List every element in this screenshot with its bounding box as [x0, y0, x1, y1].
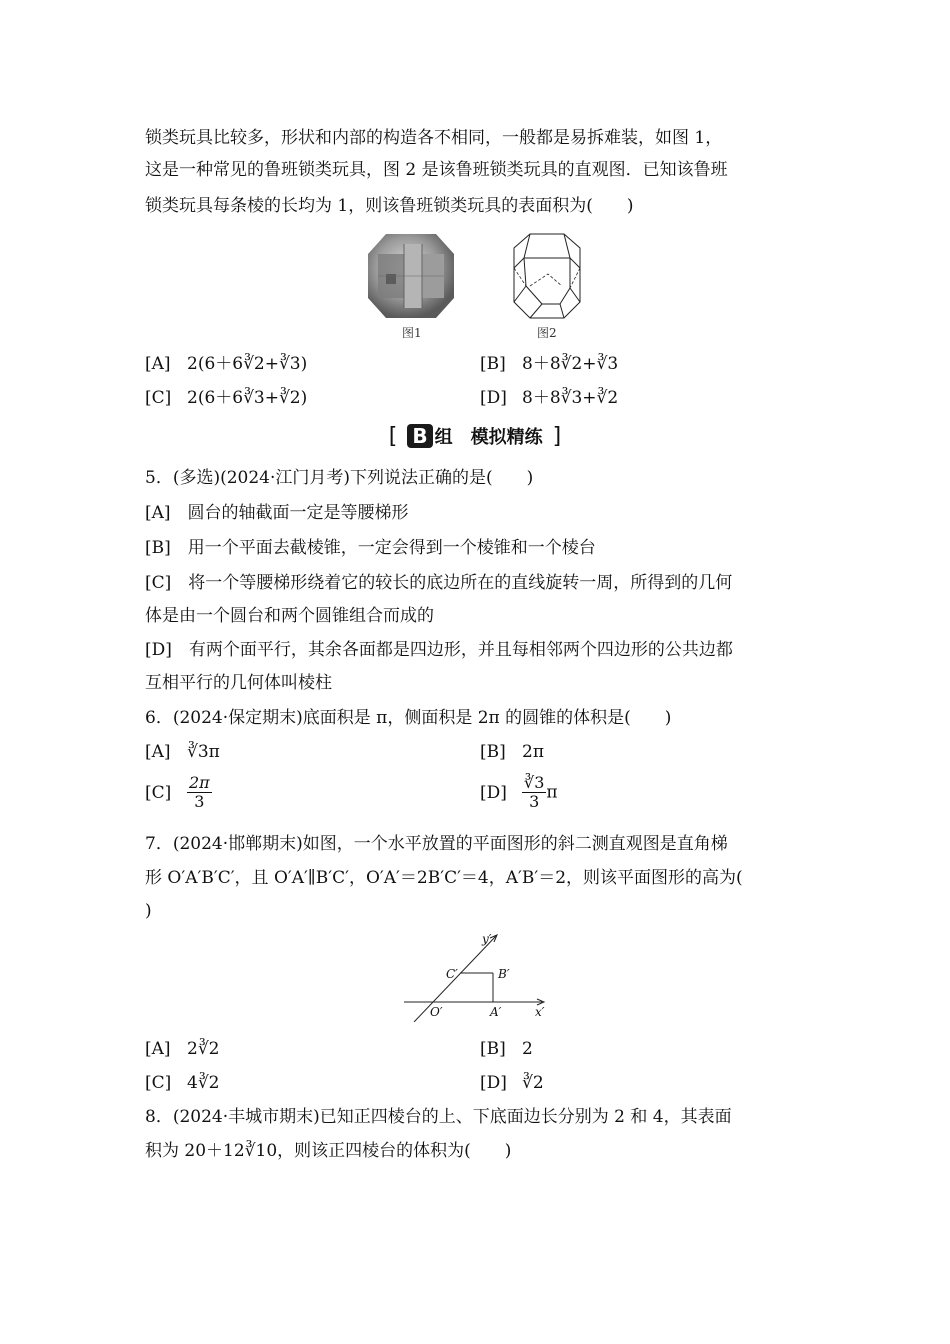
q7-option-b: [B] 2 [480, 1039, 533, 1059]
point-o-label: O′ [430, 1005, 443, 1019]
y-axis-label: y′ [482, 932, 492, 946]
group-b-badge: B [407, 424, 432, 448]
point-a-label: A′ [490, 1005, 502, 1019]
q7-line-3: ) [145, 901, 152, 921]
q4-line-1: 锁类玩具比较多，形状和内部的构造各不相同，一般都是易拆难装，如图 1， [145, 128, 723, 148]
section-b-header: [ B 组 模拟精练 ] [388, 424, 562, 449]
q4-line-2: 这是一种常见的鲁班锁类玩具，图 2 是该鲁班锁类玩具的直观图．已知该鲁班 [145, 160, 728, 180]
q4-option-a: [A] 2(6＋6∛2+∛3) [145, 354, 308, 374]
q8-line-2: 积为 20＋12∛10，则该正四棱台的体积为( ) [145, 1141, 512, 1161]
q4-option-b: [B] 8＋8∛2+∛3 [480, 354, 619, 374]
q5-option-d-cont: 互相平行的几何体叫棱柱 [145, 673, 332, 693]
q5-option-b: [B] 用一个平面去截棱锥，一定会得到一个棱锥和一个棱台 [145, 538, 596, 558]
point-b-label: B′ [498, 967, 510, 981]
q4-line-3: 锁类玩具每条棱的长均为 1，则该鲁班锁类玩具的表面积为( ) [145, 196, 634, 216]
q4-option-d: [D] 8＋8∛3+∛2 [480, 388, 619, 408]
x-axis-label: x′ [535, 1005, 545, 1019]
q8-line-1: 8．(2024·丰城市期末)已知正四棱台的上、下底面边长分别为 2 和 4，其表面 [145, 1107, 732, 1127]
q6-option-c: [C] $\frac{2\pi}{3}$ [145, 773, 210, 811]
q5-option-a: [A] 圆台的轴截面一定是等腰梯形 [145, 503, 409, 523]
q6-option-a: [A] ∛3π [145, 742, 220, 762]
q7-option-c: [C] 4∛2 [145, 1073, 220, 1093]
q5-stem: 5．(多选)(2024·江门月考)下列说法正确的是( ) [145, 468, 534, 488]
q5-option-d: [D] 有两个面平行，其余各面都是四边形，并且每相邻两个四边形的公共边都 [145, 640, 733, 660]
q7-line-1: 7．(2024·邯郸期末)如图，一个水平放置的平面图形的斜二测直观图是直角梯 [145, 834, 728, 854]
q7-option-d: [D] ∛2 [480, 1073, 544, 1093]
luban-lock-photo [366, 230, 456, 322]
figure-2-caption: 图2 [537, 326, 557, 340]
q5-option-c: [C] 将一个等腰梯形绕着它的较长的底边所在的直线旋转一周，所得到的几何 [145, 573, 733, 593]
q6-option-b: [B] 2π [480, 742, 544, 762]
q6-stem: 6．(2024·保定期末)底面积是 π，侧面积是 2π 的圆锥的体积是( ) [145, 708, 672, 728]
polyhedron-diagram [500, 228, 586, 324]
trapezoid-diagram [400, 930, 560, 1022]
q7-line-2: 形 O′A′B′C′，且 O′A′∥B′C′，O′A′＝2B′C′＝4，A′B′＝2，则该平面图形的高为( [145, 868, 743, 888]
figure-1-caption: 图1 [402, 326, 422, 340]
q5-option-c-cont: 体是由一个圆台和两个圆锥组合而成的 [145, 606, 434, 626]
q4-option-c: [C] 2(6＋6∛3+∛2) [145, 388, 308, 408]
point-c-label: C′ [446, 967, 458, 981]
q7-option-a: [A] 2∛2 [145, 1039, 220, 1059]
q6-option-d: [D] $\frac{∛3}{3}$ π [480, 773, 558, 811]
